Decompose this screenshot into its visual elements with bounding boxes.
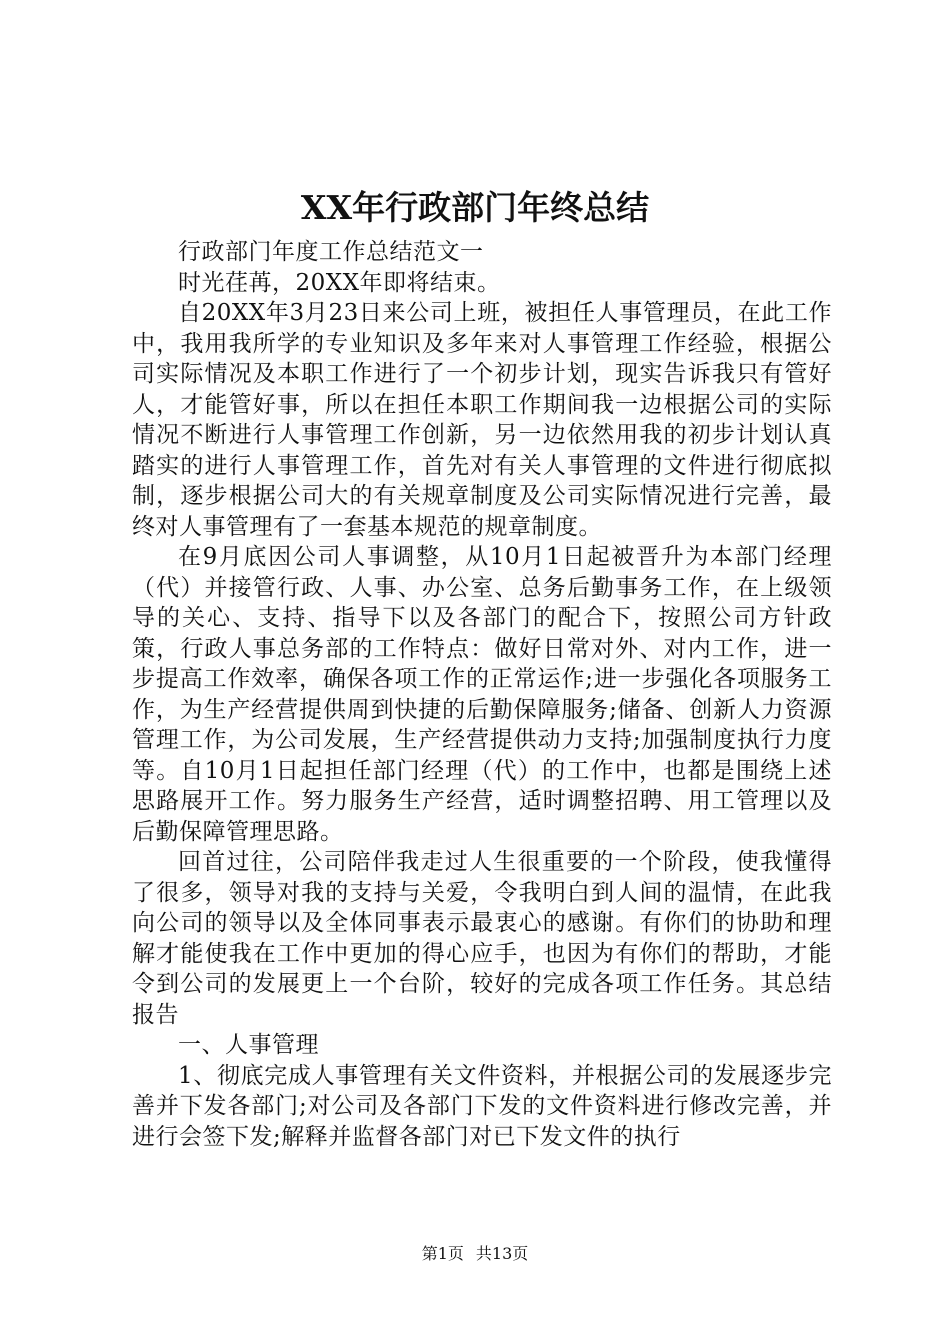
section-heading-hr: 一、人事管理 [178,1032,319,1058]
document-title: XX年行政部门年终总结 [300,188,650,227]
paragraph-item-1: 1、彻底完成人事管理有关文件资料，并根据公司的发展逐步完善并下发各部门;对公司及各部门下发的文件资料进行修改完善，并进行会签下发;解释并监督各部门对已下发文件的执行 [132,1062,832,1150]
page-number: 第1页 [421,1244,464,1263]
page-total: 共13页 [475,1244,529,1263]
paragraph-intro: 时光荏苒，20XX年即将结束。 [178,269,501,296]
paragraph-body-1: 自20XX年3月23日来公司上班，被担任人事管理员，在此工作中，我用我所学的专业知识及多年来对人事管理工作经验，根据公司实际情况及本职工作进行了一个初步计划，现实告诉我只有管好人，才能管好事，所以在担任本职工作期间我一边根据公司的实际情况不断进行人事管理工作创新，另一边依然用我的初步计划认真踏实的进行人事管理工作，首先对有关人事管理的文件进行彻底拟制，逐步根据公司大的有关规章制度及公司实际情况进行完善，最终对人事管理有了一套基本规范的规章制度。 [132,300,832,540]
page-footer [0,1243,950,1265]
paragraph-body-2: 在9月底因公司人事调整，从10月1日起被晋升为本部门经理（代）并接管行政、人事、办公室、总务后勤事务工作，在上级领导的关心、支持、指导下以及各部门的配合下，按照公司方针政策，行政人事总务部的工作特点：做好日常对外、对内工作，进一步提高工作效率，确保各项工作的正常运作;进一步强化各项服务工作，为生产经营提供周到快捷的后勤保障服务;储备、创新人力资源管理工作，为公司发展，生产经营提供动力支持;加强制度执行力度等。自10月1日起担任部门经理（代）的工作中，也都是围绕上述思路展开工作。努力服务生产经营，适时调整招聘、用工管理以及后勤保障管理思路。 [132,544,832,845]
paragraph-subtitle: 行政部门年度工作总结范文一 [178,239,484,265]
document-body [132,237,832,1152]
paragraph-body-3: 回首过往，公司陪伴我走过人生很重要的一个阶段，使我懂得了很多，领导对我的支持与关爱，令我明白到人间的温情，在此我向公司的领导以及全体同事表示最衷心的感谢。有你们的协助和理解才能使我在工作中更加的得心应手，也因为有你们的帮助，才能令到公司的发展更上一个台阶，较好的完成各项工作任务。其总结报告 [132,849,832,1028]
